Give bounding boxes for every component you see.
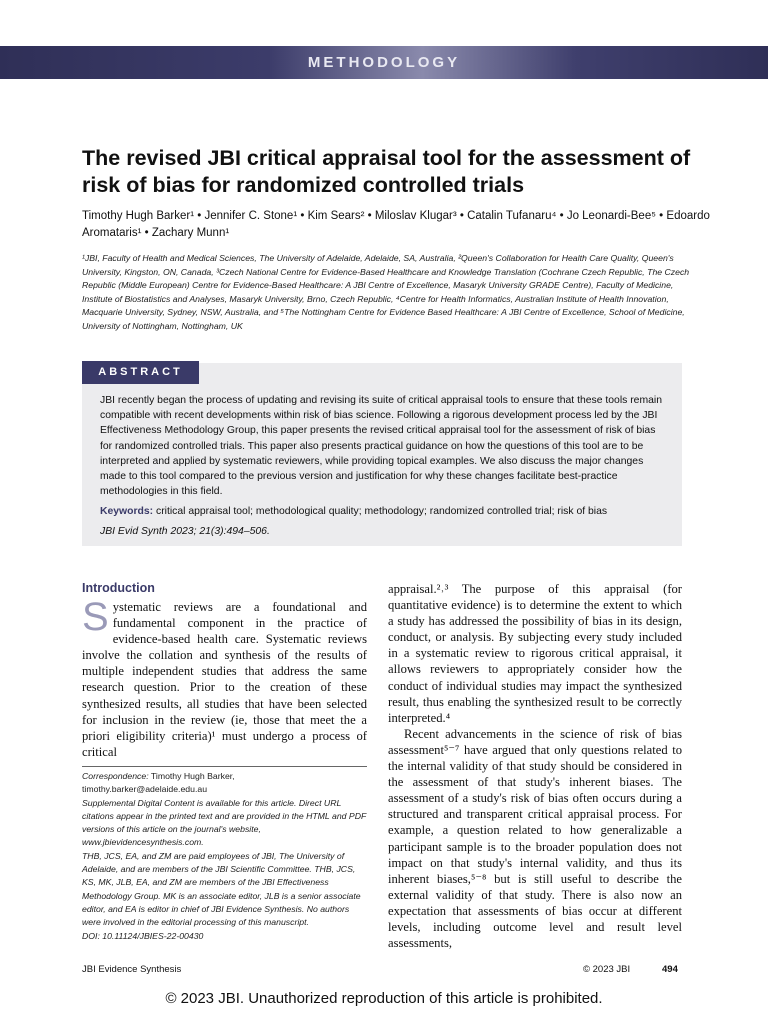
correspondence-label: Correspondence: <box>82 771 149 781</box>
correspondence-name: Timothy Hugh Barker, <box>148 771 235 781</box>
footer-copyright: © 2023 JBI <box>583 964 631 975</box>
supplemental-note: Supplemental Digital Content is available for this article. Direct URL citations appear in the printed text and are provided in the HTML and PDF versions of this article on the journal's website, www.jbievidencesynthesis.com. <box>82 797 367 848</box>
disclosure-note: THB, JCS, EA, and ZM are paid employees of JBI, The University of Adelaide, and are members of the JBI Scientific Committee. THB, JCS, KS, MK, JLB, EA, and ZM are members of the JBI Effectiveness Methodology Group. MK is an associate editor, JLB is a senior associate editor, and EA is editor in chief of JBI Evidence Synthesis. No authors were involved in the editorial processing of this manuscript. <box>82 850 361 928</box>
footer-journal: JBI Evidence Synthesis <box>82 964 182 975</box>
intro-paragraph-2: appraisal.²˒³ The purpose of this appraisal (for quantitative evidence) is to determine the extent to which a study has addressed the possibility of bias in its design, conduct, or analysis. By subjecting every study included in a systematic review to rigorous critical appraisal, it allows reviewers to appropriately consider how the conduct of individual studies may impact the synthesized result, thus enabling the synthesized result to be correctly interpreted.⁴ <box>388 582 682 725</box>
footnote-divider <box>82 766 367 767</box>
body-column-right <box>388 581 682 951</box>
keywords <box>100 504 666 519</box>
drop-cap: S <box>82 595 109 639</box>
introduction-heading: Introduction <box>82 581 155 595</box>
intro-paragraph-1: ystematic reviews are a foundational and fundamental component in the practice of evidence-based health care. Systematic reviews involve the collation and synthesis of the results of multiple independent studies that address the same research question. Prior to the creation of these synthesized results, all studies that have been selected for inclusion in the review (ie, those that meet the a priori eligibility criteria)¹ must undergo a process of critical <box>82 600 367 759</box>
correspondence-email[interactable]: timothy.barker@adelaide.edu.au <box>82 784 208 795</box>
author-list: Timothy Hugh Barker¹ • Jennifer C. Stone¹ • Kim Sears² • Miloslav Klugar³ • Catalin Tufanaru⁴ • Jo Leonardi-Bee⁵ • Edoardo Aromataris¹ • Zachary Munn¹ <box>82 210 710 239</box>
correspondence-note <box>82 770 367 943</box>
intro-paragraph-3: Recent advancements in the science of risk of bias assessment⁵⁻⁷ have argued that only questions related to the internal validity of that study should be considered in the assessment of that study's inherent biases. The assessment of a study's risk of bias often occurs during a structured and transparent critical appraisal process. For example, a question related to how generalizable a participant sample is to the broader population does not impact on that study's internal validity, and thus its inherent biases,⁵⁻⁸ but is still useful to describe the external validity of that study. There is also now an expectation that assessments of bias occur at different levels, including outcome level and result level assessments, <box>388 726 682 951</box>
section-label: METHODOLOGY <box>307 54 461 71</box>
keywords-label: Keywords: <box>100 506 154 517</box>
abstract-heading: ABSTRACT <box>82 361 199 384</box>
article-title: The revised JBI critical appraisal tool for the assessment of risk of bias for randomized controlled trials <box>82 146 691 197</box>
page-number: 494 <box>662 964 678 975</box>
body-column-left <box>82 595 367 760</box>
doi: DOI: 10.11124/JBIES-22-00430 <box>82 930 204 941</box>
section-banner <box>0 46 768 79</box>
citation: JBI Evid Synth 2023; 21(3):494–506. <box>100 526 270 537</box>
affiliations: ¹JBI, Faculty of Health and Medical Sciences, The University of Adelaide, Adelaide, SA, Australia, ²Queen's Collaboration for Health Care Quality, Queen's University, Kingston, ON, Canada, ³Czech National Centre for Evidence-Based Healthcare and Knowledge Translation (Cochrane Czech Republic, The Czech Republic (Middle European) Centre for Evidence-Based Healthcare: A JBI Centre of Excellence, Masaryk University GRADE Centre), Faculty of Medicine, Institute of Biostatistics and Analyses, Masaryk University, Brno, Czech Republic, ⁴Centre for Health Informatics, Australian Institute of Health Innovation, Macquarie University, Sydney, NSW, Australia, and ⁵The Nottingham Centre for Evidence Based Healthcare: A JBI Centre of Excellence, School of Medicine, University of Nottingham, Nottingham, UK <box>82 253 690 331</box>
abstract-text: JBI recently began the process of updating and revising its suite of critical appraisal tools to ensure that these tools remain compatible with recent developments within risk of bias science. Following a rigorous development process led by the JBI Effectiveness Methodology Group, this paper presents the revised critical appraisal tool for the assessment of risk of bias for randomized controlled trials. This paper also presents practical guidance on how the questions of this tool are to be interpreted and applied by systematic reviewers, while providing topical examples. We also discuss the major changes made to this tool compared to the previous version and justification for why these changes facilitate best-practice methodologies in this field. <box>100 395 662 498</box>
keywords-text: critical appraisal tool; methodological quality; methodology; randomized controlled trial; risk of bias <box>153 506 608 517</box>
copyright-notice: © 2023 JBI. Unauthorized reproduction of this article is prohibited. <box>165 990 603 1007</box>
